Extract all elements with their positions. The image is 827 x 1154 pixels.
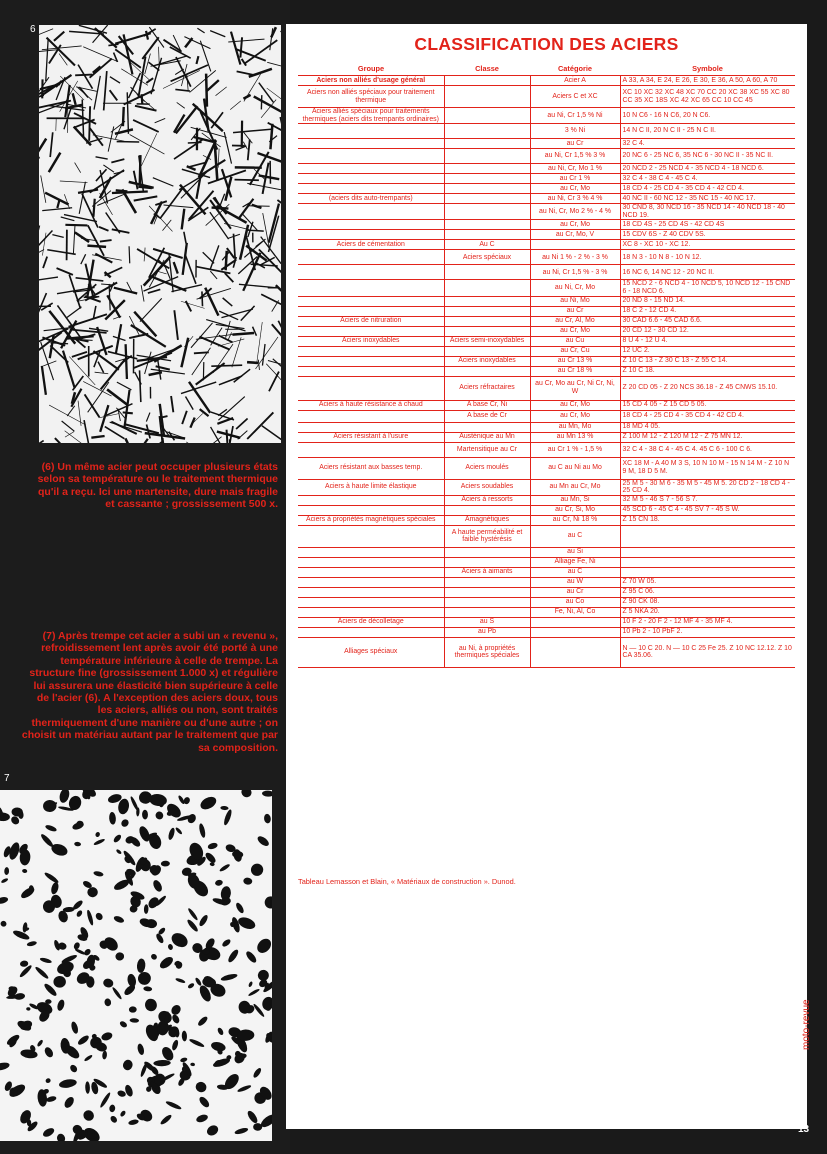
cell-classe: Amagnétiques: [444, 515, 530, 525]
cell-categorie: au C: [530, 525, 620, 547]
cell-categorie: [530, 617, 620, 627]
cell-categorie: Acier A: [530, 76, 620, 86]
table-row: [298, 204, 795, 220]
header-symbole: Symbole: [620, 62, 795, 76]
table-row: [298, 346, 795, 356]
cell-categorie: au C: [530, 567, 620, 577]
cell-symbole: 20 ND 8 - 15 ND 14.: [620, 296, 795, 306]
cell-categorie: au Cr, Cu: [530, 346, 620, 356]
cell-symbole: 16 NC 6, 14 NC 12 - 20 NC II.: [620, 265, 795, 280]
cell-symbole: Z 10 C 13 - Z 30 C 13 - Z 55 C 14.: [620, 356, 795, 366]
cell-groupe: Alliages spéciaux: [298, 637, 444, 667]
cell-classe: [444, 280, 530, 296]
cell-classe: [444, 557, 530, 567]
cell-symbole: XC 8 - XC 10 - XC 12.: [620, 240, 795, 250]
cell-groupe: Aciers à haute résistance à chaud: [298, 400, 444, 410]
cell-classe: [444, 505, 530, 515]
cell-classe: [444, 316, 530, 326]
table-row: [298, 432, 795, 442]
table-row: [298, 617, 795, 627]
cell-classe: Austénique au Mn: [444, 432, 530, 442]
cell-classe: [444, 326, 530, 336]
cell-classe: [444, 164, 530, 174]
cell-categorie: au Cr, Al, Mo: [530, 316, 620, 326]
cell-categorie: au Ni, Cr, Mo: [530, 280, 620, 296]
cell-symbole: 14 N C II, 20 N C II - 25 N C II.: [620, 124, 795, 139]
cell-categorie: au Cr, Mo: [530, 184, 620, 194]
cell-categorie: au Cr, Ni 18 %: [530, 515, 620, 525]
cell-symbole: 32 C 4.: [620, 139, 795, 149]
cell-symbole: 18 CD 4 - 25 CD 4 - 35 CD 4 - 42 CD 4.: [620, 410, 795, 422]
cell-categorie: au Cr, Mo au Cr, Ni Cr, Ni, W: [530, 376, 620, 400]
cell-groupe: [298, 184, 444, 194]
cell-groupe: [298, 164, 444, 174]
cell-classe: Au C: [444, 240, 530, 250]
cell-categorie: au Ni, Cr, Mo 1 %: [530, 164, 620, 174]
table-row: [298, 627, 795, 637]
cell-symbole: XC 10 XC 32 XC 48 XC 70 CC 20 XC 38 XC 55 XC 80 CC 35 XC 18S XC 42 XC 65 CC 10 CC 45: [620, 86, 795, 108]
table-page: [286, 24, 807, 1129]
cell-groupe: [298, 174, 444, 184]
cell-groupe: [298, 577, 444, 587]
cell-categorie: au C au Ni au Mo: [530, 457, 620, 479]
cell-symbole: Z 70 W 05.: [620, 577, 795, 587]
cell-classe: Aciers à ressorts: [444, 495, 530, 505]
table-row: [298, 296, 795, 306]
cell-groupe: Aciers à propriétés magnétiques spéciales: [298, 515, 444, 525]
cell-classe: Aciers moulés: [444, 457, 530, 479]
cell-categorie: au Ni, Cr 1,5 % 3 %: [530, 149, 620, 164]
cell-groupe: [298, 124, 444, 139]
cell-groupe: Aciers de cémentation: [298, 240, 444, 250]
cell-classe: [444, 174, 530, 184]
table-row: [298, 587, 795, 597]
cell-categorie: au Ni, Cr 1,5 % Ni: [530, 108, 620, 124]
cell-categorie: au Cr 1 %: [530, 174, 620, 184]
cell-groupe: [298, 422, 444, 432]
table-row: [298, 356, 795, 366]
cell-categorie: au Ni, Mo: [530, 296, 620, 306]
table-row: [298, 250, 795, 265]
left-photo-column: [0, 0, 290, 1154]
cell-symbole: 40 NC II - 60 NC 12 - 35 NC 15 - 40 NC 17.: [620, 194, 795, 204]
figure-7-caption: (7) Après trempe cet acier a subi un « revenu », refroidissement lent après avoir été porté à une température inférieure à celle de trempe. La structure fine (grossissement 1.000 x) et régulière lui assurera une élasticité bien supérieure à celle de l'acier (6). A l'exception des aciers doux, tous les aciers, alliés ou non, sont traités thermiquement d'une manière ou d'une autre ; on choisit un matériau autant par le traitement que par sa composition.: [21, 630, 278, 754]
cell-groupe: Aciers alliés spéciaux pour traitements thermiques (aciers dits trempants ordinaires): [298, 108, 444, 124]
cell-classe: [444, 306, 530, 316]
cell-symbole: Z 10 C 18.: [620, 366, 795, 376]
cell-categorie: au Co: [530, 597, 620, 607]
cell-groupe: [298, 250, 444, 265]
cell-categorie: au Cr, Si, Mo: [530, 505, 620, 515]
table-row: [298, 265, 795, 280]
table-row: [298, 149, 795, 164]
cell-groupe: [298, 149, 444, 164]
cell-symbole: [620, 567, 795, 577]
table-row: [298, 597, 795, 607]
cell-symbole: N — 10 C 20. N — 10 C 25 Fe 25. Z 10 NC 12.12. Z 10 CA 35.06.: [620, 637, 795, 667]
cell-groupe: [298, 607, 444, 617]
table-row: [298, 457, 795, 479]
cell-symbole: 15 CDV 6S - Z 40 CDV 5S.: [620, 230, 795, 240]
cell-symbole: 10 N C6 - 16 N C6, 20 N C6.: [620, 108, 795, 124]
cell-classe: [444, 296, 530, 306]
table-row: [298, 124, 795, 139]
cell-symbole: 32 M 5 - 46 S 7 - 56 S 7.: [620, 495, 795, 505]
table-row: [298, 479, 795, 495]
cell-categorie: Aciers C et XC: [530, 86, 620, 108]
cell-classe: [444, 149, 530, 164]
cell-groupe: [298, 587, 444, 597]
table-row: [298, 422, 795, 432]
cell-classe: [444, 547, 530, 557]
table-row: [298, 567, 795, 577]
cell-categorie: au Cr: [530, 306, 620, 316]
table-row: [298, 366, 795, 376]
cell-classe: au Ni, à propriétés thermiques spéciales: [444, 637, 530, 667]
cell-categorie: au Cr 1 % - 1,5 %: [530, 442, 620, 457]
cell-groupe: [298, 346, 444, 356]
cell-groupe: Aciers de nitruration: [298, 316, 444, 326]
cell-categorie: Fe, Ni, Al, Co: [530, 607, 620, 617]
cell-classe: A base Cr, Ni: [444, 400, 530, 410]
table-source: Tableau Lemasson et Blain, « Matériaux de construction ». Dunod.: [298, 877, 516, 886]
page-number: 13: [798, 1124, 810, 1135]
table-row: [298, 184, 795, 194]
table-row: [298, 240, 795, 250]
cell-classe: [444, 184, 530, 194]
table-row: [298, 306, 795, 316]
table-row: [298, 525, 795, 547]
cell-symbole: Z 100 M 12 - Z 120 M 12 - Z 75 MN 12.: [620, 432, 795, 442]
cell-symbole: A 33, A 34, E 24, E 26, E 30, E 36, A 50, A 60, A 70: [620, 76, 795, 86]
cell-symbole: 8 U 4 - 12 U 4.: [620, 336, 795, 346]
table-row: [298, 108, 795, 124]
cell-classe: [444, 346, 530, 356]
cell-symbole: 20 NC 6 - 25 NC 6, 35 NC 6 - 30 NC II - 35 NC II.: [620, 149, 795, 164]
cell-groupe: [298, 280, 444, 296]
table-row: [298, 316, 795, 326]
cell-symbole: Z 90 CK 08.: [620, 597, 795, 607]
table-row: [298, 442, 795, 457]
cell-groupe: [298, 366, 444, 376]
cell-classe: [444, 597, 530, 607]
cell-symbole: XC 18 M - A 40 M 3 S, 10 N 10 M - 15 N 14 M - Z 10 N 9 M, 18 D 5 M.: [620, 457, 795, 479]
cell-categorie: au Cr, Mo, V: [530, 230, 620, 240]
cell-groupe: [298, 495, 444, 505]
table-row: [298, 194, 795, 204]
cell-symbole: 20 NCD 2 - 25 NCD 4 - 35 NCD 4 - 18 NCD 6.: [620, 164, 795, 174]
cell-symbole: [620, 547, 795, 557]
figure-6-number: 6: [30, 24, 36, 35]
cell-classe: Martensitique au Cr: [444, 442, 530, 457]
cell-classe: [444, 265, 530, 280]
cell-classe: [444, 194, 530, 204]
cell-classe: au Pb: [444, 627, 530, 637]
cell-symbole: Z 20 CD 05 - Z 20 NCS 36.18 - Z 45 CNWS 15.10.: [620, 376, 795, 400]
cell-classe: [444, 204, 530, 220]
cell-categorie: au Cr, Mo: [530, 326, 620, 336]
cell-groupe: [298, 356, 444, 366]
classification-table: [298, 62, 795, 668]
cell-symbole: Z 95 C 06.: [620, 587, 795, 597]
cell-classe: Aciers semi-inoxydables: [444, 336, 530, 346]
cell-categorie: au Mn, Si: [530, 495, 620, 505]
table-header-row: [298, 62, 795, 76]
table-row: [298, 495, 795, 505]
cell-classe: [444, 607, 530, 617]
cell-categorie: au Cr: [530, 139, 620, 149]
cell-categorie: au Ni, Cr 3 % 4 %: [530, 194, 620, 204]
cell-classe: [444, 587, 530, 597]
table-row: [298, 139, 795, 149]
cell-categorie: au Cr, Mo: [530, 410, 620, 422]
cell-symbole: 10 Pb 2 - 10 PbF 2.: [620, 627, 795, 637]
header-groupe: Groupe: [298, 62, 444, 76]
cell-groupe: Aciers résistant aux basses temp.: [298, 457, 444, 479]
cell-symbole: 30 CAD 6.6 - 45 CAD 6.6.: [620, 316, 795, 326]
cell-symbole: 18 N 3 - 10 N 8 - 10 N 12.: [620, 250, 795, 265]
cell-categorie: au Cu: [530, 336, 620, 346]
table-row: [298, 220, 795, 230]
cell-groupe: [298, 326, 444, 336]
cell-groupe: [298, 230, 444, 240]
cell-categorie: au Cr 13 %: [530, 356, 620, 366]
cell-symbole: 10 F 2 - 20 F 2 - 12 MF 4 - 35 MF 4.: [620, 617, 795, 627]
cell-groupe: [298, 547, 444, 557]
cell-symbole: Z 15 CN 18.: [620, 515, 795, 525]
table-row: [298, 410, 795, 422]
cell-classe: Aciers inoxydables: [444, 356, 530, 366]
cell-categorie: [530, 240, 620, 250]
table-row: [298, 376, 795, 400]
figure-6-caption: (6) Un même acier peut occuper plusieurs états selon sa température ou le traitement thermique qu'il a reçu. Ici une martensite, dure mais fragile et cassante ; grossissement 500 x.: [37, 461, 278, 511]
table-row: [298, 76, 795, 86]
cell-groupe: Aciers de décolletage: [298, 617, 444, 627]
cell-groupe: Aciers résistant à l'usure: [298, 432, 444, 442]
table-row: [298, 86, 795, 108]
cell-categorie: au Cr 18 %: [530, 366, 620, 376]
cell-classe: [444, 76, 530, 86]
cell-classe: A haute perméabilité et faible hystérésis: [444, 525, 530, 547]
cell-groupe: [298, 525, 444, 547]
cell-symbole: 45 SCD 6 - 45 C 4 - 45 SV 7 - 45 S W.: [620, 505, 795, 515]
cell-classe: [444, 220, 530, 230]
page-title: CLASSIFICATION DES ACIERS: [414, 34, 679, 54]
magazine-name: moto-revue: [801, 999, 812, 1050]
table-row: [298, 400, 795, 410]
cell-classe: [444, 139, 530, 149]
tempered-steel-micrograph: [0, 790, 272, 1141]
cell-symbole: 25 M 5 - 30 M 6 - 35 M 5 - 45 M 5. 20 CD 2 - 18 CD 4 - 25 CD 4.: [620, 479, 795, 495]
cell-categorie: 3 % Ni: [530, 124, 620, 139]
table-row: [298, 230, 795, 240]
table-row: [298, 326, 795, 336]
cell-categorie: au Ni 1 % - 2 % - 3 %: [530, 250, 620, 265]
cell-groupe: [298, 410, 444, 422]
cell-groupe: [298, 557, 444, 567]
cell-groupe: [298, 627, 444, 637]
cell-groupe: [298, 204, 444, 220]
cell-categorie: [530, 627, 620, 637]
cell-categorie: au Cr: [530, 587, 620, 597]
cell-classe: [444, 577, 530, 587]
table-row: [298, 577, 795, 587]
cell-symbole: 12 UC 2.: [620, 346, 795, 356]
cell-categorie: Alliage Fe, Ni: [530, 557, 620, 567]
cell-symbole: Z 5 NKA 20.: [620, 607, 795, 617]
cell-symbole: 32 C 4 - 38 C 4 - 45 C 4. 45 C 6 - 100 C 6.: [620, 442, 795, 457]
cell-groupe: [298, 597, 444, 607]
cell-classe: [444, 124, 530, 139]
cell-groupe: [298, 567, 444, 577]
cell-groupe: [298, 505, 444, 515]
cell-symbole: 18 CD 4S - 25 CD 4S - 42 CD 4S: [620, 220, 795, 230]
cell-groupe: [298, 139, 444, 149]
cell-symbole: [620, 557, 795, 567]
cell-groupe: Aciers non alliés spéciaux pour traitement thermique: [298, 86, 444, 108]
cell-symbole: 18 MD 4 05.: [620, 422, 795, 432]
table-row: [298, 164, 795, 174]
cell-classe: [444, 366, 530, 376]
cell-groupe: Aciers inoxydables: [298, 336, 444, 346]
cell-groupe: (aciers dits auto-trempants): [298, 194, 444, 204]
cell-groupe: [298, 442, 444, 457]
cell-categorie: au Mn au Cr, Mo: [530, 479, 620, 495]
table-row: [298, 505, 795, 515]
cell-categorie: au Mn 13 %: [530, 432, 620, 442]
table-row: [298, 607, 795, 617]
cell-classe: [444, 86, 530, 108]
cell-symbole: 32 C 4 - 38 C 4 - 45 C 4.: [620, 174, 795, 184]
cell-groupe: [298, 306, 444, 316]
cell-symbole: [620, 525, 795, 547]
cell-classe: [444, 422, 530, 432]
cell-categorie: au Ni, Cr 1,5 % - 3 %: [530, 265, 620, 280]
cell-symbole: 18 C 2 - 12 CD 4.: [620, 306, 795, 316]
cell-classe: Aciers à aimants: [444, 567, 530, 577]
figure-7-number: 7: [4, 773, 10, 784]
cell-groupe: [298, 220, 444, 230]
cell-categorie: au Cr, Mo: [530, 220, 620, 230]
table-row: [298, 637, 795, 667]
table-row: [298, 174, 795, 184]
cell-classe: [444, 230, 530, 240]
cell-groupe: [298, 265, 444, 280]
cell-categorie: au Si: [530, 547, 620, 557]
cell-groupe: [298, 296, 444, 306]
cell-symbole: 15 NCD 2 - 6 NCD 4 - 10 NCD 5, 10 NCD 12 - 15 CND 6 - 18 NCD 6.: [620, 280, 795, 296]
cell-classe: A base de Cr: [444, 410, 530, 422]
table-row: [298, 547, 795, 557]
cell-categorie: au Ni, Cr, Mo 2 % - 4 %: [530, 204, 620, 220]
cell-categorie: au Cr, Mo: [530, 400, 620, 410]
table-row: [298, 280, 795, 296]
table-row: [298, 515, 795, 525]
cell-groupe: Aciers non alliés d'usage général: [298, 76, 444, 86]
cell-groupe: [298, 376, 444, 400]
martensite-micrograph: [39, 25, 281, 443]
cell-groupe: Aciers à haute limite élastique: [298, 479, 444, 495]
cell-symbole: 20 CD 12 - 30 CD 12.: [620, 326, 795, 336]
cell-classe: Aciers réfractaires: [444, 376, 530, 400]
table-row: [298, 557, 795, 567]
cell-categorie: au Mn, Mo: [530, 422, 620, 432]
header-classe: Classe: [444, 62, 530, 76]
header-categorie: Catégorie: [530, 62, 620, 76]
cell-classe: au S: [444, 617, 530, 627]
cell-classe: Aciers spéciaux: [444, 250, 530, 265]
cell-categorie: au W: [530, 577, 620, 587]
cell-symbole: 15 CD 4 05 - Z 15 CD 5 05.: [620, 400, 795, 410]
table-row: [298, 336, 795, 346]
cell-categorie: [530, 637, 620, 667]
cell-classe: Aciers soudables: [444, 479, 530, 495]
cell-classe: [444, 108, 530, 124]
cell-symbole: 30 CND 8, 30 NCD 16 - 35 NCD 14 - 40 NCD 18 - 40 NCD 19.: [620, 204, 795, 220]
cell-symbole: 18 CD 4 - 25 CD 4 - 35 CD 4 - 42 CD 4.: [620, 184, 795, 194]
